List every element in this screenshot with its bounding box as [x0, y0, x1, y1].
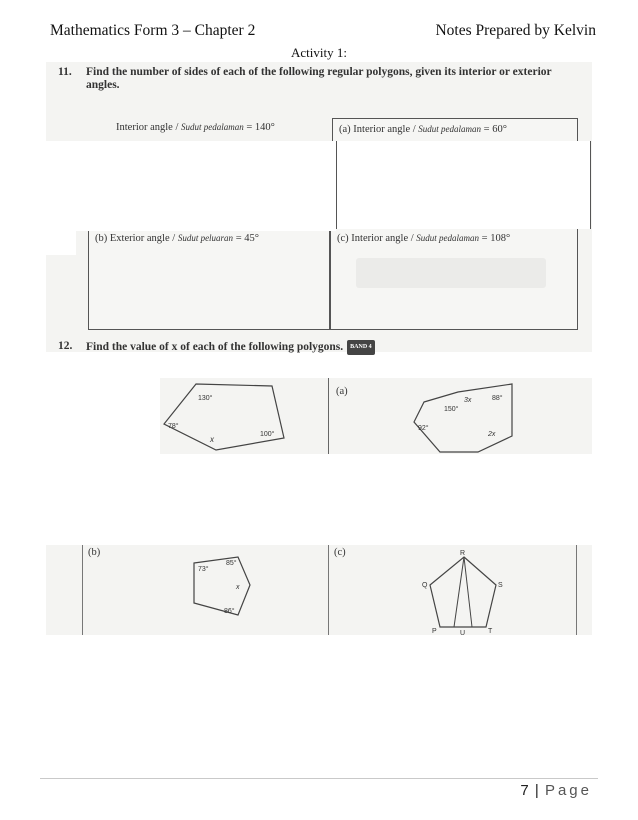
vertex-label: S — [498, 582, 503, 589]
page-number: 7 — [520, 782, 529, 799]
band-badge: BAND 4 — [347, 340, 375, 355]
page-separator: | — [534, 782, 539, 799]
vertex-label: U — [460, 630, 466, 635]
blank-area — [46, 141, 336, 231]
blank-area — [336, 141, 591, 229]
angle-label: 86° — [224, 608, 235, 615]
vertex-label: T — [488, 628, 493, 635]
angle-label: 130° — [198, 395, 213, 402]
angle-label: 150° — [444, 406, 459, 413]
q11-example-label: Interior angle / Sudut pedalaman = 140° — [116, 122, 275, 133]
q12-a-polygon — [328, 378, 588, 454]
angle-label: 78° — [168, 423, 179, 430]
vertex-label: R — [460, 550, 466, 557]
q12-a-label: (a) — [336, 386, 348, 397]
blank-area — [46, 231, 76, 255]
page-footer — [520, 782, 592, 799]
page-word: Page — [544, 782, 592, 799]
q12-c-pentagon — [330, 545, 576, 635]
question-12-text: Find the value of x of each of the following polygons. BAND 4 — [86, 340, 375, 355]
activity-title: Activity 1: — [291, 45, 347, 60]
angle-label: 73° — [198, 566, 209, 573]
question-12-bottom-scan — [46, 545, 592, 635]
vertex-label: P — [432, 628, 437, 635]
scan-smudge — [356, 258, 546, 288]
vertex-label: Q — [422, 582, 428, 589]
document-header-left: Mathematics Form 3 – Chapter 2 — [50, 22, 256, 39]
question-11-number: 11. — [58, 66, 72, 78]
q11-b-label: (b) Exterior angle / Sudut peluaran = 45° — [95, 233, 259, 244]
angle-label: x — [236, 584, 240, 591]
angle-label: 88° — [492, 395, 503, 402]
q12-b-polygon — [86, 545, 326, 635]
angle-label: 3x — [464, 397, 472, 404]
angle-label: x — [210, 435, 214, 444]
q12-c-label: (c) — [334, 547, 346, 558]
angle-label: 85° — [226, 560, 237, 567]
q11-b-box — [88, 228, 330, 330]
angle-label: 2x — [488, 431, 496, 438]
angle-label: 100° — [260, 431, 275, 438]
question-11-text: Find the number of sides of each of the following regular polygons, given its interior or exterior angles. — [86, 66, 552, 91]
document-header-right: Notes Prepared by Kelvin — [435, 22, 596, 39]
q11-a-label: (a) Interior angle / Sudut pedalaman = 60° — [339, 124, 507, 135]
question-12-top-scan — [160, 378, 592, 454]
angle-label: 92° — [418, 425, 429, 432]
footer-rule — [40, 778, 598, 779]
q11-c-label: (c) Interior angle / Sudut pedalaman = 108° — [337, 233, 511, 244]
question-12-number: 12. — [58, 340, 73, 352]
q12-b-label: (b) — [88, 547, 101, 558]
q11-a-box — [332, 118, 578, 143]
